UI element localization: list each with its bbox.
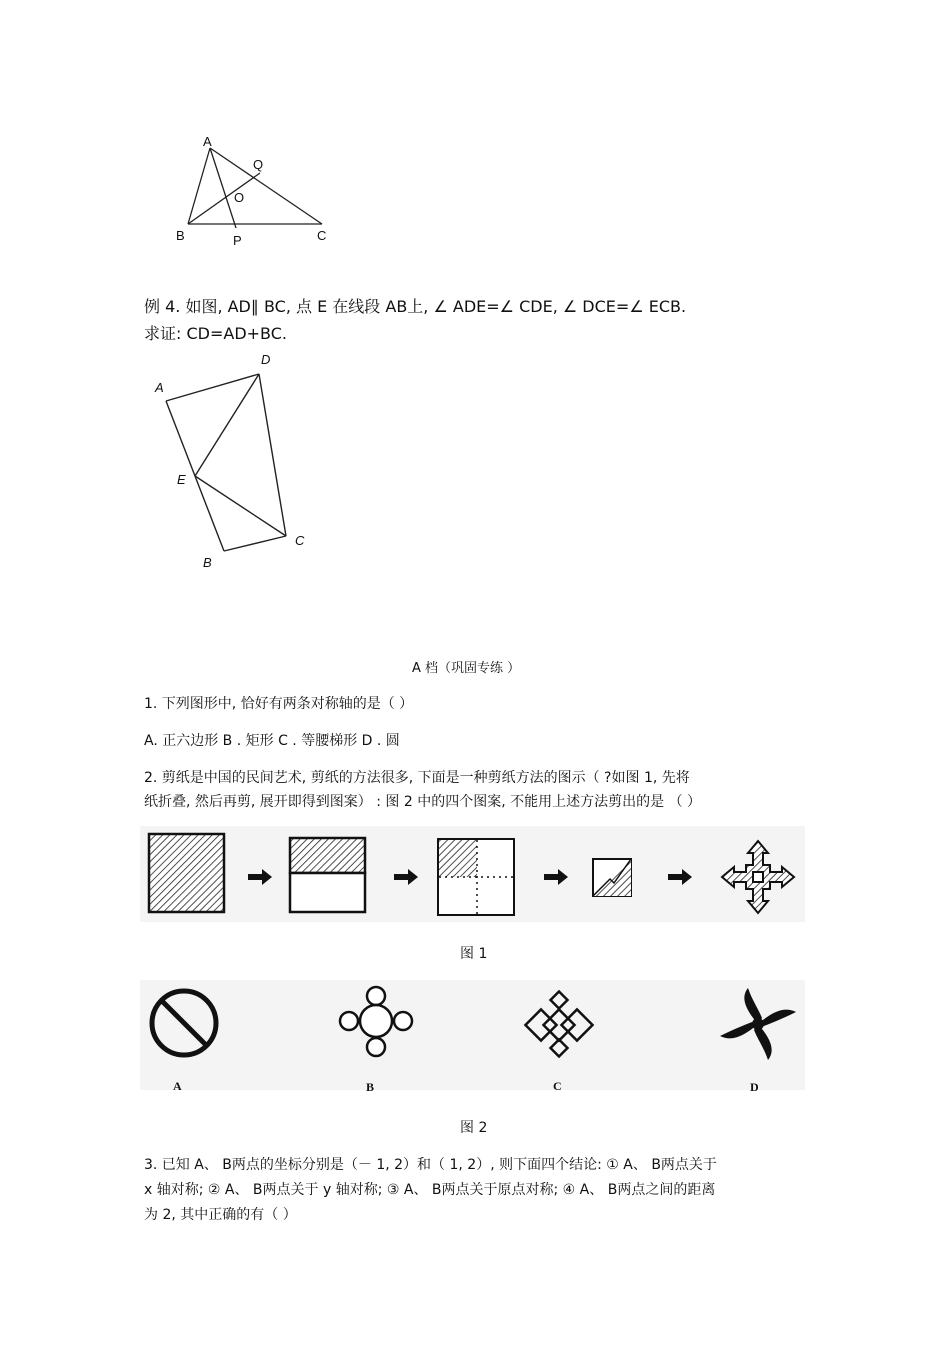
pattern-a-icon xyxy=(152,991,216,1055)
example4-line2: 求证: CD=AD+BC. xyxy=(144,324,288,343)
question3-line1: 3. 已知 A、 B两点的坐标分别是（－ 1, 2）和（ 1, 2）, 则下面四个结论: ① A、 B两点关于 xyxy=(144,1157,717,1173)
question1-options: A. 正六边形 B . 矩形 C . 等腰梯形 D . 圆 xyxy=(144,733,400,749)
figure2-caption: 图 2 xyxy=(460,1120,488,1136)
figure2-option-c: C xyxy=(553,1079,562,1093)
vertex-label-p: P xyxy=(233,233,242,248)
figure2-option-b: B xyxy=(366,1080,375,1094)
figure1-caption: 图 1 xyxy=(460,946,488,962)
figure2-option-a: A xyxy=(173,1079,182,1093)
vertex-label-c: C xyxy=(295,533,305,548)
question1-stem: 1. 下列图形中, 恰好有两条对称轴的是（ ） xyxy=(144,696,414,712)
vertex-label-d: D xyxy=(261,352,271,367)
figure2-option-d: D xyxy=(750,1080,759,1094)
question3-line3: 为 2, 其中正确的有（ ） xyxy=(144,1207,297,1223)
vertex-label-c: C xyxy=(317,228,327,243)
section-title: A 档（巩固专练 ） xyxy=(412,661,521,676)
vertex-label-e: E xyxy=(177,472,186,487)
question3-line2: x 轴对称; ② A、 B两点关于 y 轴对称; ③ A、 B两点关于原点对称; ④ A、 B两点之间的距离 xyxy=(144,1182,716,1198)
vertex-label-q: Q xyxy=(253,157,264,172)
question2-line1: 2. 剪纸是中国的民间艺术, 剪纸的方法很多, 下面是一种剪纸方法的图示（ ?如图 1, 先将 xyxy=(144,770,690,786)
pattern-c-icon xyxy=(525,992,592,1057)
vertex-label-b: B xyxy=(203,555,212,570)
pattern-d-icon xyxy=(720,988,796,1060)
vertex-label-a: A xyxy=(155,380,164,395)
example4-line1: 例 4. 如图, AD∥ BC, 点 E 在线段 AB上, ∠ ADE=∠ CDE, ∠ DCE=∠ ECB. xyxy=(144,297,687,316)
vertex-label-a: A xyxy=(203,134,212,149)
vertex-label-o: O xyxy=(234,190,245,205)
question2-line2: 纸折叠, 然后再剪, 展开即得到图案） : 图 2 中的四个图案, 不能用上述方法剪出的是 （ ） xyxy=(144,794,702,810)
vertex-label-b: B xyxy=(176,228,185,243)
pattern-b-icon xyxy=(340,987,412,1056)
